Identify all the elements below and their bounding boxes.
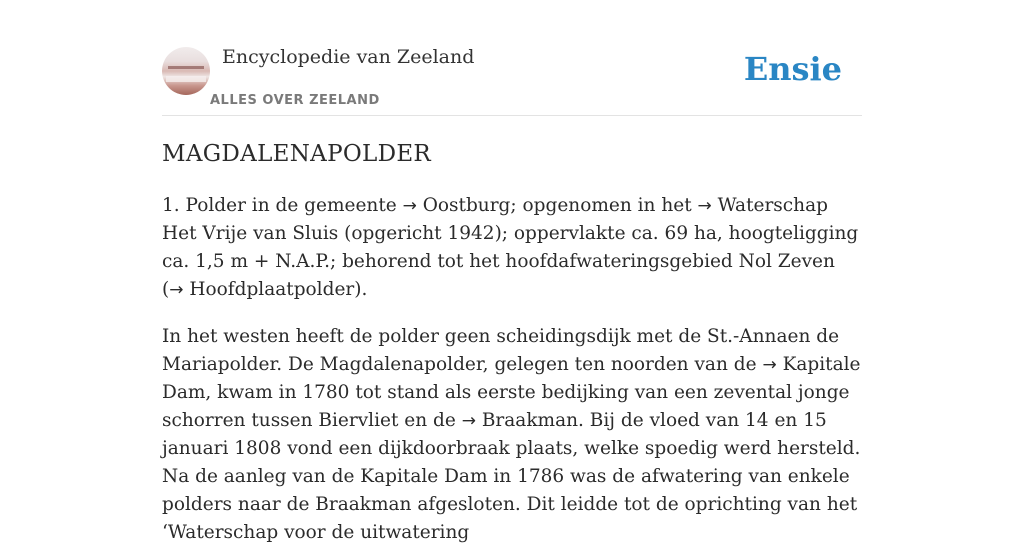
text: Oostburg; opgenomen in het <box>416 195 698 216</box>
page-title: MAGDALENAPOLDER <box>162 141 432 167</box>
site-logo[interactable] <box>162 47 210 95</box>
arrow-link-icon[interactable]: → <box>762 355 777 375</box>
paragraph-2 <box>162 323 862 547</box>
site-title[interactable]: Encyclopedie van Zeeland <box>222 46 475 68</box>
ensie-logo[interactable]: Ensie <box>743 50 842 88</box>
arrow-link-icon[interactable]: → <box>169 280 184 300</box>
arrow-link-icon[interactable]: → <box>402 196 417 216</box>
site-header <box>162 0 862 116</box>
arrow-link-icon[interactable]: → <box>461 411 476 431</box>
text: 1. Polder in de gemeente <box>162 195 403 216</box>
paragraph-1 <box>162 192 862 304</box>
text: Braakman. Bij de vloed van 14 en 15 januari 1808 vond een dijkdoorbraak plaats, welke spoedig werd hersteld. Na de aanleg van de Kapitale Dam in 1786 was de afwatering van enkele polders naar de Braakman afgesloten. Dit leidde tot de oprichting van het ‘Waterschap voor de uitwatering <box>162 410 861 543</box>
text: Hoofdplaatpolder). <box>183 279 368 300</box>
page-container <box>162 0 862 543</box>
text: Kapitale Dam, kwam in 1780 tot stand als eerste bedijking van een zevental jonge schorren tussen Biervliet en de <box>162 354 861 431</box>
arrow-link-icon[interactable]: → <box>697 196 712 216</box>
site-tagline: ALLES OVER ZEELAND <box>210 93 380 108</box>
text: Waterschap Het Vrije van Sluis (opgericht 1942); oppervlakte ca. 69 ha, hoogteligging ca. 1,5 m + N.A.P.; behorend tot het hoofdafwateringsgebied Nol Zeven ( <box>162 195 859 300</box>
text: In het westen heeft de polder geen scheidingsdijk met de St.-Annaen de Mariapolder. De Magdalenapolder, gelegen ten noorden van de <box>162 326 840 375</box>
